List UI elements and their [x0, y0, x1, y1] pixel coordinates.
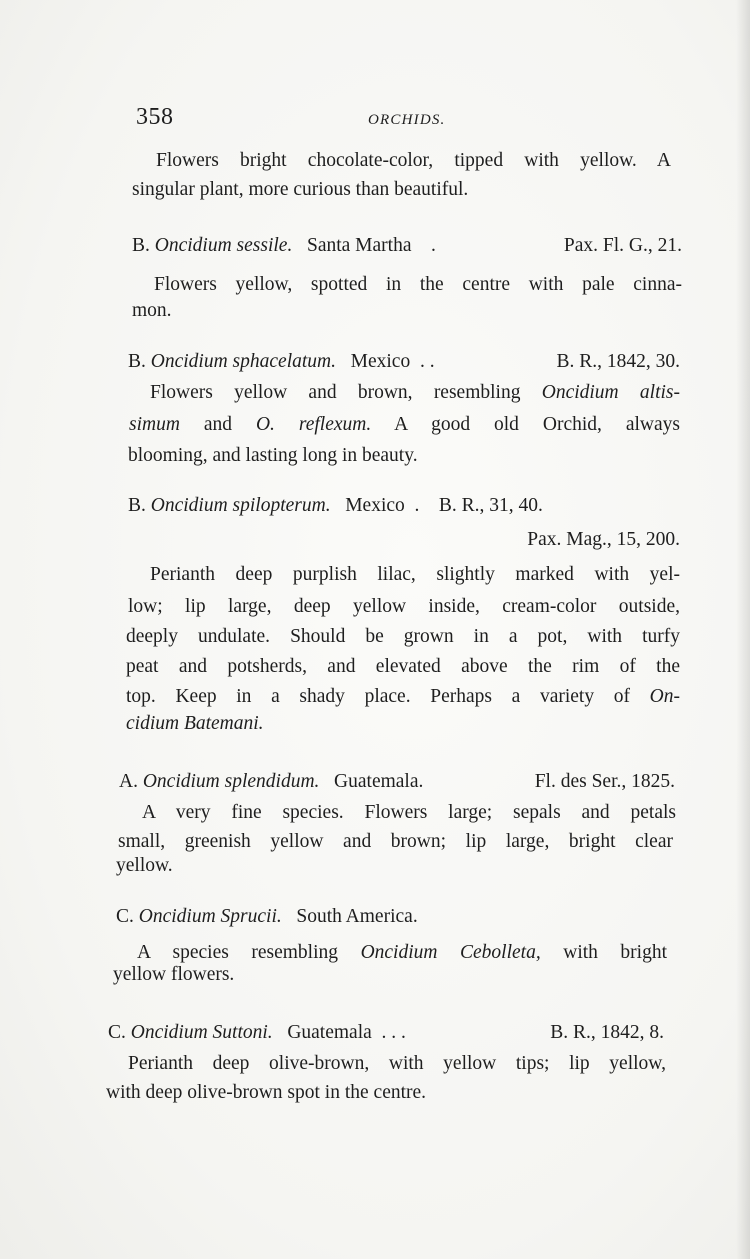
reference: B. R., 1842, 8.	[550, 1022, 664, 1043]
paragraph-line: cidium Batemani.	[126, 713, 264, 734]
species-name: Oncidium spilopterum.	[150, 495, 331, 516]
page-edge-shadow	[736, 0, 750, 1259]
entry-heading-sessile	[132, 233, 682, 259]
paragraph-line: peat and potsherds, and elevated above the rim of the	[126, 656, 680, 677]
paragraph-line: mon.	[132, 300, 172, 321]
locality: Guatemala	[287, 1022, 372, 1043]
species-name: Oncidium Sprucii.	[138, 906, 282, 927]
grade: B.	[132, 235, 150, 256]
species-name: Oncidium Suttoni.	[130, 1022, 273, 1043]
locality: Guatemala.	[334, 771, 424, 792]
leader-dots: .	[414, 495, 420, 516]
leader-dots: . .	[419, 351, 435, 372]
paragraph-line: with deep olive-brown spot in the centre.	[106, 1082, 427, 1103]
paragraph-line: singular plant, more curious than beautiful.	[132, 179, 469, 200]
grade: C.	[116, 906, 134, 927]
locality: Mexico	[350, 351, 411, 372]
paragraph-line: top. Keep in a shady place. Perhaps a variety of On-	[126, 686, 680, 707]
reference: B. R., 1842, 30.	[556, 351, 680, 372]
grade: A.	[119, 771, 138, 792]
paragraph-line: Perianth deep olive-brown, with yellow tips; lip yellow,	[128, 1053, 666, 1074]
reference: Fl. des Ser., 1825.	[534, 771, 675, 792]
running-head: ORCHIDS.	[368, 112, 446, 128]
locality: South America.	[296, 906, 418, 927]
locality: Santa Martha	[306, 235, 412, 256]
entry-heading-splendidum	[119, 769, 675, 795]
reference: Pax. Fl. G., 21.	[563, 235, 682, 256]
grade: B.	[128, 495, 146, 516]
paragraph-line: yellow.	[116, 855, 173, 876]
paragraph-line: A very fine species. Flowers large; sepals and petals	[142, 802, 676, 823]
paragraph-line: small, greenish yellow and brown; lip large, bright clear	[118, 831, 673, 852]
entry-heading-spilopterum	[128, 493, 543, 519]
paragraph-line: A species resembling Oncidium Cebolleta, with bright	[137, 942, 667, 963]
paragraph-line: Perianth deep purplish lilac, slightly marked with yel-	[150, 564, 680, 585]
species-name: Oncidium splendidum.	[142, 771, 320, 792]
species-name: Oncidium sessile.	[154, 235, 293, 256]
entry-heading-sphacelatum	[128, 349, 680, 375]
reference-continued: Pax. Mag., 15, 200.	[527, 529, 680, 550]
leader-dots: . . .	[381, 1022, 406, 1043]
paragraph-line: Flowers yellow, spotted in the centre with pale cinna-	[154, 274, 682, 295]
grade: B.	[128, 351, 146, 372]
paragraph-line: simum and O. reflexum. A good old Orchid, always	[129, 414, 680, 435]
leader-dots: .	[430, 235, 436, 256]
entry-heading-suttoni	[108, 1020, 664, 1046]
entry-heading-sprucii	[116, 904, 418, 930]
species-name: Oncidium sphacelatum.	[150, 351, 336, 372]
locality: Mexico	[345, 495, 405, 516]
paragraph-line: deeply undulate. Should be grown in a pot, with turfy	[126, 626, 680, 647]
paragraph-line: yellow flowers.	[113, 964, 235, 985]
reference: B. R., 31, 40.	[438, 495, 543, 516]
grade: C.	[108, 1022, 126, 1043]
page-header	[136, 104, 676, 136]
paragraph-line: low; lip large, deep yellow inside, cream-color outside,	[128, 596, 680, 617]
page-number: 358	[136, 104, 174, 130]
paragraph-line: blooming, and lasting long in beauty.	[128, 445, 418, 466]
paragraph-line: Flowers yellow and brown, resembling Oncidium altis-	[150, 382, 680, 403]
paragraph-line: Flowers bright chocolate-color, tipped with yellow. A	[156, 150, 671, 171]
